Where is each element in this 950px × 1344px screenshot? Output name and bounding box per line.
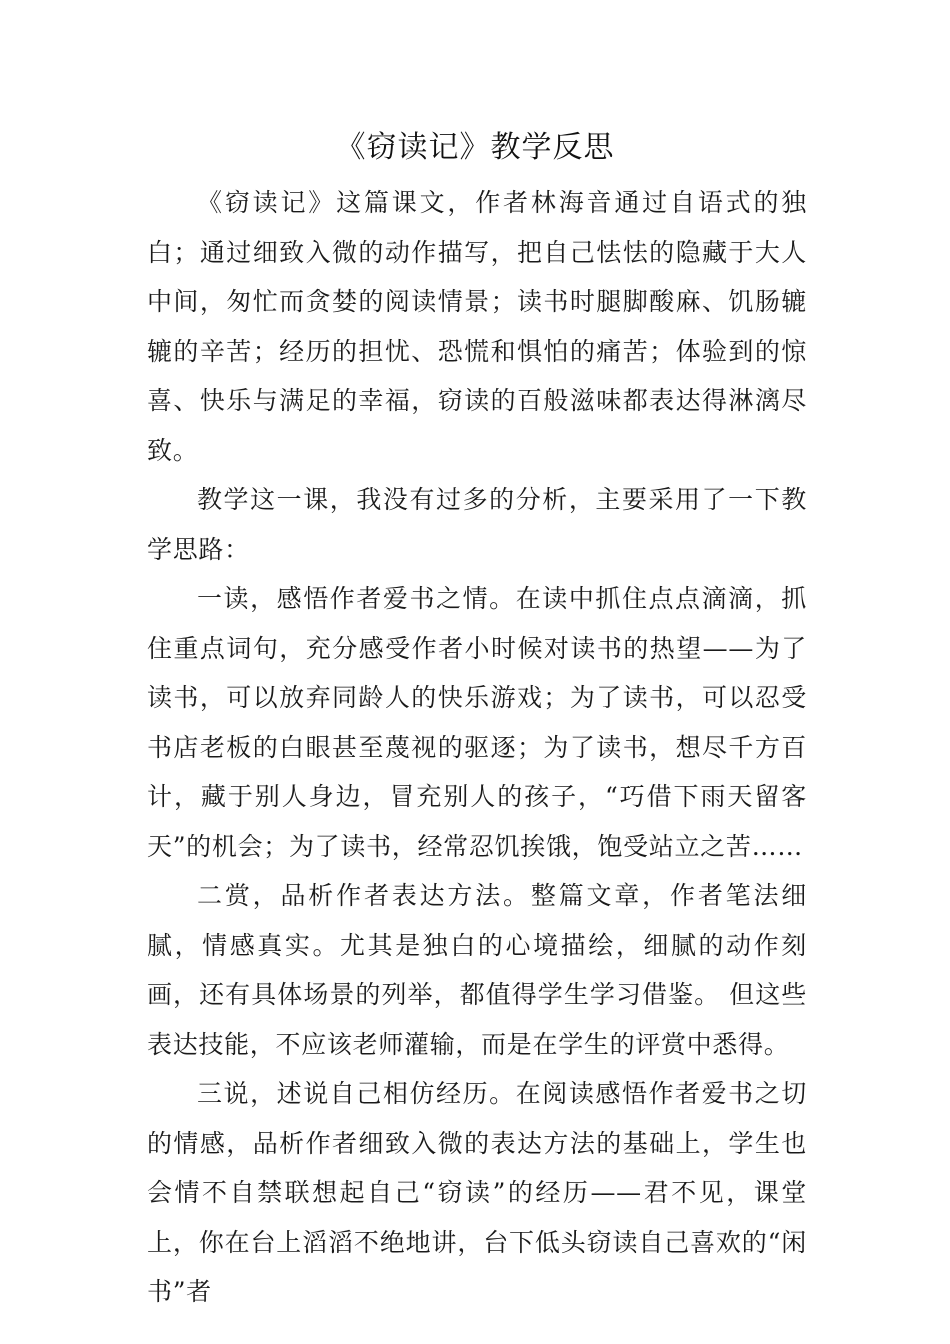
paragraph-speak: 三说，述说自己相仿经历。在阅读感悟作者爱书之切的情感，品析作者细致入微的表达方法的基础上，学生也会情不自禁联想起自己“窃读”的经历——君不见，课堂上，你在台上滔滔不绝地讲，台下低头窃读自己喜欢的“闲书”者 (147, 1079, 807, 1306)
paragraph-read: 一读，感悟作者爱书之情。在读中抓住点点滴滴，抓住重点词句，充分感受作者小时候对读书的热望——为了读书，可以放弃同龄人的快乐游戏；为了读书，可以忍受书店老板的白眼甚至蔑视的驱逐；为了读书，想尽千方百计，藏于别人身边，冒充别人的孩子，“巧借下雨天留客天”的机会；为了读书，经常忍饥挨饿，饱受站立之苦…… (147, 584, 807, 861)
paragraph-intro: 《窃读记》这篇课文，作者林海音通过自语式的独白；通过细致入微的动作描写，把自己怯怯的隐藏于大人中间，匆忙而贪婪的阅读情景；读书时腿脚酸麻、饥肠辘辘的辛苦；经历的担忧、恐慌和惧怕的痛苦；体验到的惊喜、快乐与满足的幸福，窃读的百般滋味都表达得淋漓尽致。 (147, 188, 807, 465)
paragraph-appreciate: 二赏，品析作者表达方法。整篇文章，作者笔法细腻，情感真实。尤其是独白的心境描绘，细腻的动作刻画，还有具体场景的列举，都值得学生学习借鉴。 但这些表达技能，不应该老师灌输，而是在学生的评赏中悉得。 (147, 881, 807, 1059)
document-body (147, 178, 807, 1317)
document-title: 《窃读记》教学反思 (335, 130, 615, 165)
paragraph-approach: 教学这一课，我没有过多的分析，主要采用了一下教学思路： (147, 485, 807, 564)
